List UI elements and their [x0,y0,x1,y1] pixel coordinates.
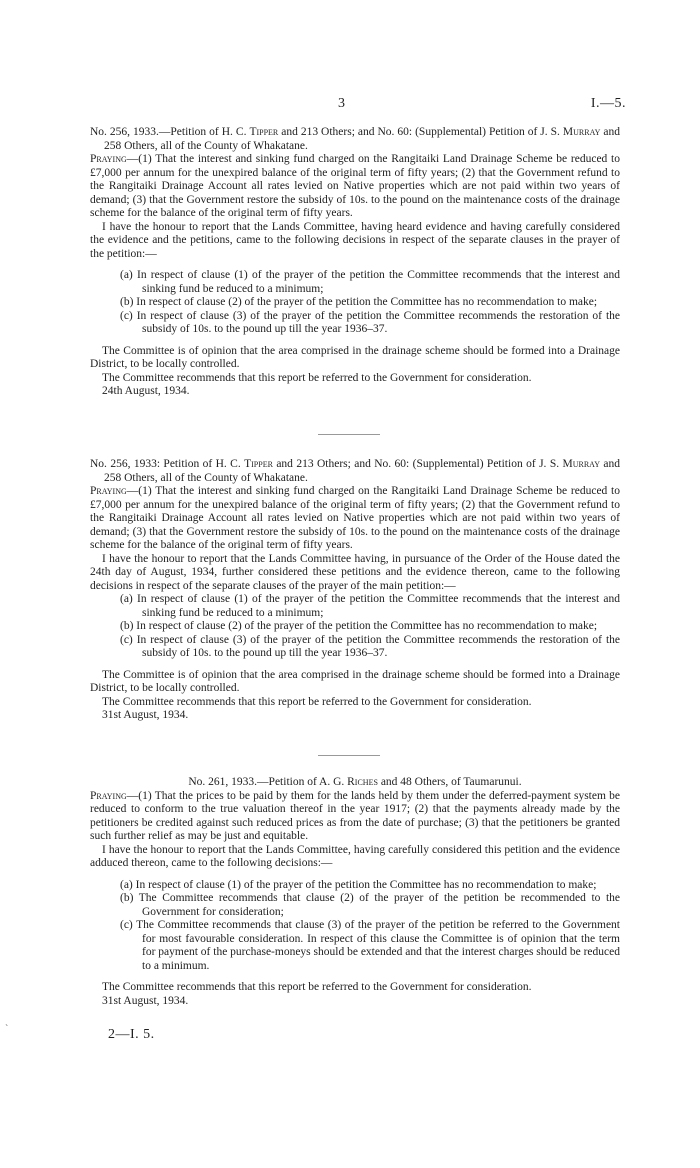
page-number: 3 [338,96,345,111]
clause-a: (a) In respect of clause (1) of the prayer of the petition the Committee has no recommendation to make; [120,878,597,891]
section-divider [318,755,380,756]
clause-b: (b) In respect of clause (2) of the prayer of the petition the Committee has no recommendation to make; [120,296,598,308]
clause-b: (b) The Committee recommends that clause (2) of the prayer of the petition be recommended to the Government for consideration; [120,892,620,918]
clause-a: (a) In respect of clause (1) of the prayer of the petition the Committee recommends that the interest and sinking fund be reduced to a minimum; [120,593,620,619]
report-date: 31st August, 1934. [102,709,189,721]
prayer-text: Praying—(1) That the interest and sinking fund charged on the Rangitaiki Land Drainage Scheme be reduced to £7,000 per annum for the unexpired balance of the original term of fifty years; (2) that the Government refund to the Rangitaiki Drainage Account all rates levied on Native properties which are not paid within two years of demand; (3) that the Government restore the subsidy of 10s. to the pound on the maintenance costs of the drainage scheme for the balance of the original term of fifty years. [90,153,620,219]
clause-c: (c) The Committee recommends that clause (3) of the prayer of the petition be referred to the Government for most favourable consideration. In respect of this clause the Committee is of opinion that the term for payment of the purchase-moneys should be extended and that the interest charges should be reduced to a minimum. [120,919,620,972]
section-divider [318,434,380,435]
committee-recommendation: The Committee recommends that this report be referred to the Government for consideration. [102,371,532,384]
clause-c: (c) In respect of clause (3) of the prayer of the petition the Committee recommends the restoration of the subsidy of 10s. to the pound up till the year 1936–37. [120,309,620,335]
section-title: No. 261, 1933.—Petition of A. G. Riches and 48 Others, of Taumarunui. [188,776,522,788]
prayer-text: Praying—(1) That the prices to be paid by them for the lands held by them under the deferred-payment system be reduced to conform to the true valuation thereof in the year 1917; (2) that the payments already made by the petitioners be credited against such reduced prices as from the date of purchase; (3) that the petitioners be granted such further relief as may be just and equitable. [90,789,620,842]
report-intro: I have the honour to report that the Lands Committee having, in pursuance of the Order of the House dated the 24th day of August, 1934, further considered these petitions and the evidence thereon, came to the following decisions in respect of the separate clauses of the prayer of the main petition:— [90,552,620,592]
committee-opinion: The Committee is of opinion that the area comprised in the drainage scheme should be formed into a Drainage District, to be locally controlled. [90,668,620,694]
report-date: 24th August, 1934. [102,385,190,397]
clause-a: (a) In respect of clause (1) of the prayer of the petition the Committee recommends that the interest and sinking fund be reduced to a minimum; [120,269,620,295]
report-intro: I have the honour to report that the Lands Committee, having carefully considered this petition and the evidence adduced thereon, came to the following decisions:— [90,843,620,869]
paper-reference: I.—5. [590,96,626,111]
report-intro: I have the honour to report that the Lands Committee, having heard evidence and having carefully considered the evidence and the petitions, came to the following decisions in respect of the separate clauses in the prayer of the petition:— [90,220,620,260]
section-title: No. 256, 1933: Petition of H. C. Tipper and 213 Others; and No. 60: (Supplemental) Petition of J. S. Murray and 258 Others, all of the County of Whakatane. [90,458,620,484]
report-section-2 [90,458,620,723]
clause-b: (b) In respect of clause (2) of the prayer of the petition the Committee has no recommendation to make; [120,620,598,632]
clause-c: (c) In respect of clause (3) of the prayer of the petition the Committee recommends the restoration of the subsidy of 10s. to the pound up till the year 1936–37. [120,633,620,659]
report-section-1 [90,126,620,399]
margin-mark: ` [5,1024,9,1035]
section-title: No. 256, 1933.—Petition of H. C. Tipper and 213 Others; and No. 60: (Supplemental) Petition of J. S. Murray and 258 Others, all of the County of Whakatane. [90,126,620,152]
committee-recommendation: The Committee recommends that this report be referred to the Government for consideration. [102,695,532,708]
report-section-3 [90,776,620,1008]
prayer-text: Praying—(1) That the interest and sinking fund charged on the Rangitaiki Land Drainage Scheme be reduced to £7,000 per annum for the unexpired balance of the original term of fifty years; (2) that the Government refund to the Rangitaiki Drainage Account all rates levied on Native properties which are not paid within two years of demand; (3) that the Government restore the subsidy of 10s. to the pound on the maintenance costs of the drainage scheme for the balance of the original term of fifty years. [90,485,620,551]
signature-mark: 2—I. 5. [108,1027,155,1042]
committee-recommendation: The Committee recommends that this report be referred to the Government for consideration. [102,981,532,993]
committee-opinion: The Committee is of opinion that the area comprised in the drainage scheme should be formed into a Drainage District, to be locally controlled. [90,344,620,370]
report-date: 31st August, 1934. [102,994,189,1007]
